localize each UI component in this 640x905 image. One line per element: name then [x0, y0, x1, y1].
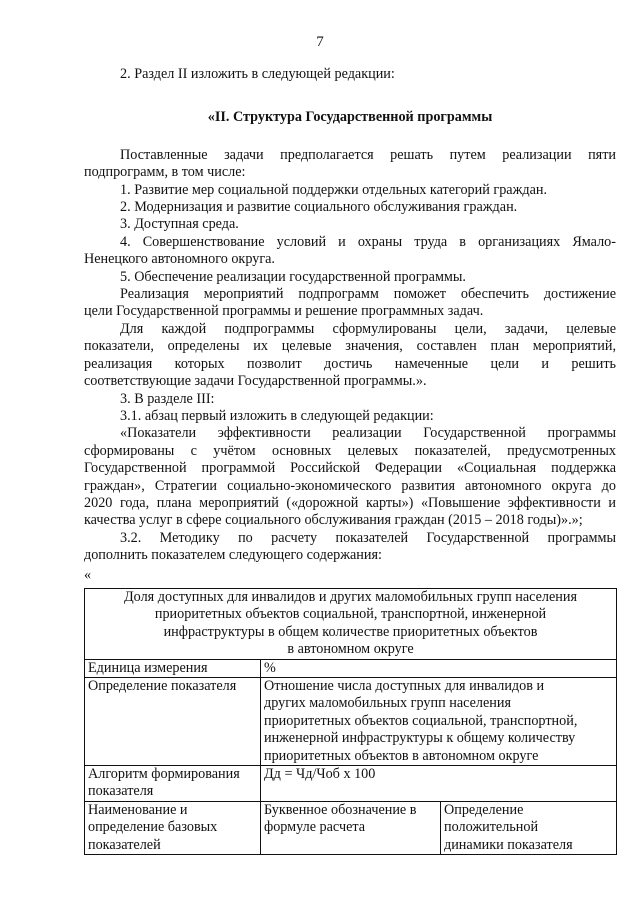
paragraph-section-3: 3. В разделе III: — [120, 390, 215, 407]
paragraph-subprograms-line2: показатели, определены их целевые значения, составлен план мероприятий, — [84, 338, 616, 355]
table-title-line: в автономном округе — [287, 641, 414, 658]
list-item-5: 5. Обеспечение реализации государственной программы. — [120, 268, 466, 285]
value-line: приоритетных объектов социальной, транспортной, — [264, 712, 578, 729]
row-label: Определение показателя — [85, 678, 261, 766]
table-row — [85, 678, 617, 766]
paragraph-tasks-line2: подпрограмм, в том числе: — [84, 164, 246, 181]
list-item-4-line1: 4. Совершенствование условий и охраны труда в организациях Ямало- — [120, 233, 616, 250]
paragraph-indicators-line5: 2020 года, плана мероприятий («дорожной карты») «Повышение эффективности и — [84, 494, 616, 511]
header-line: Наименование и — [88, 801, 188, 818]
value-line: Отношение числа доступных для инвалидов и — [264, 678, 545, 694]
row-value — [261, 678, 617, 766]
value-line: приоритетных объектов в автономном округе — [264, 747, 539, 764]
base-indicators-header — [85, 801, 261, 854]
paragraph-implementation-line1: Реализация мероприятий подпрограмм поможет обеспечить достижение — [120, 286, 616, 303]
paragraph-3-1: 3.1. абзац первый изложить в следующей редакции: — [120, 407, 434, 424]
row-value-formula: Дд = Чд/Чоб х 100 — [261, 766, 617, 802]
header-line: Определение — [444, 801, 524, 818]
paragraph-indicators-line1: «Показатели эффективности реализации Государственной программы — [120, 425, 616, 442]
paragraph-implementation-line2: цели Государственной программы и решение программных задач. — [84, 303, 484, 320]
paragraph-tasks-line1: Поставленные задачи предполагается решать путем реализации пяти — [120, 146, 616, 163]
header-line: показателей — [88, 836, 161, 853]
section-heading: «II. Структура Государственной программы — [207, 109, 493, 126]
table-title-line: Доля доступных для инвалидов и других маломобильных групп населения — [124, 588, 577, 605]
value-line: других маломобильных групп населения — [264, 695, 511, 712]
list-item-2: 2. Модернизация и развитие социального обслуживания граждан. — [120, 199, 518, 216]
letter-designation-header — [261, 801, 441, 854]
table-title-cell — [85, 588, 617, 659]
header-line: динамики показателя — [444, 836, 573, 853]
indicator-table — [84, 588, 617, 855]
list-item-4-line2: Ненецкого автономного округа. — [84, 251, 275, 268]
paragraph-subprograms-line1: Для каждой подпрограммы сформулированы цели, задачи, целевые — [120, 320, 616, 337]
document-body — [84, 66, 616, 855]
paragraph-indicators-line6: качества услуг в сфере социального обслуживания граждан (2015 – 2018 годы)».»; — [84, 512, 583, 529]
table-title-row — [85, 588, 617, 659]
paragraph-indicators-line4: граждан», Стратегии социально-экономического развития автономного округа до — [84, 477, 616, 494]
table-title-line: приоритетных объектов социальной, транспортной, инженерной — [154, 606, 547, 623]
list-item-3: 3. Доступная среда. — [120, 216, 239, 233]
header-line: определение базовых — [88, 819, 218, 836]
paragraph-3-2-line1: 3.2. Методику по расчету показателей Государственной программы — [120, 529, 616, 546]
opening-quote: « — [84, 566, 92, 583]
paragraph-subprograms-line3: реализация которых позволит достичь намеченные цели и решить — [84, 355, 616, 372]
positive-dynamics-header — [441, 801, 617, 854]
header-line: положительной — [444, 819, 539, 836]
paragraph-indicators-line2: сформированы с учётом основных целевых показателей, предусмотренных — [84, 442, 616, 459]
value-line: инженерной инфраструктуры к общему количеству — [264, 730, 576, 747]
table-title-line: инфраструктуры в общем количестве приоритетных объектов — [163, 623, 538, 640]
header-line: формуле расчета — [264, 819, 366, 836]
table-row — [85, 766, 617, 802]
row-value: % — [261, 659, 617, 677]
label-line: Алгоритм формирования — [88, 766, 240, 783]
paragraph-indicators-line3: Государственной программой Российской Федерации «Социальная поддержка — [84, 460, 616, 477]
table-header-row — [85, 801, 617, 854]
paragraph-section-2: 2. Раздел II изложить в следующей редакции: — [120, 66, 395, 82]
row-label — [85, 766, 261, 802]
header-line: Буквенное обозначение в — [264, 801, 417, 818]
table-row — [85, 659, 617, 677]
label-line: показателя — [88, 783, 154, 800]
paragraph-3-2-line2: дополнить показателем следующего содержания: — [84, 547, 382, 564]
page-number: 7 — [316, 34, 324, 50]
paragraph-subprograms-line4: соответствующие задачи Государственной программы.». — [84, 373, 427, 390]
list-item-1: 1. Развитие мер социальной поддержки отдельных категорий граждан. — [120, 181, 548, 198]
row-label: Единица измерения — [85, 659, 261, 677]
